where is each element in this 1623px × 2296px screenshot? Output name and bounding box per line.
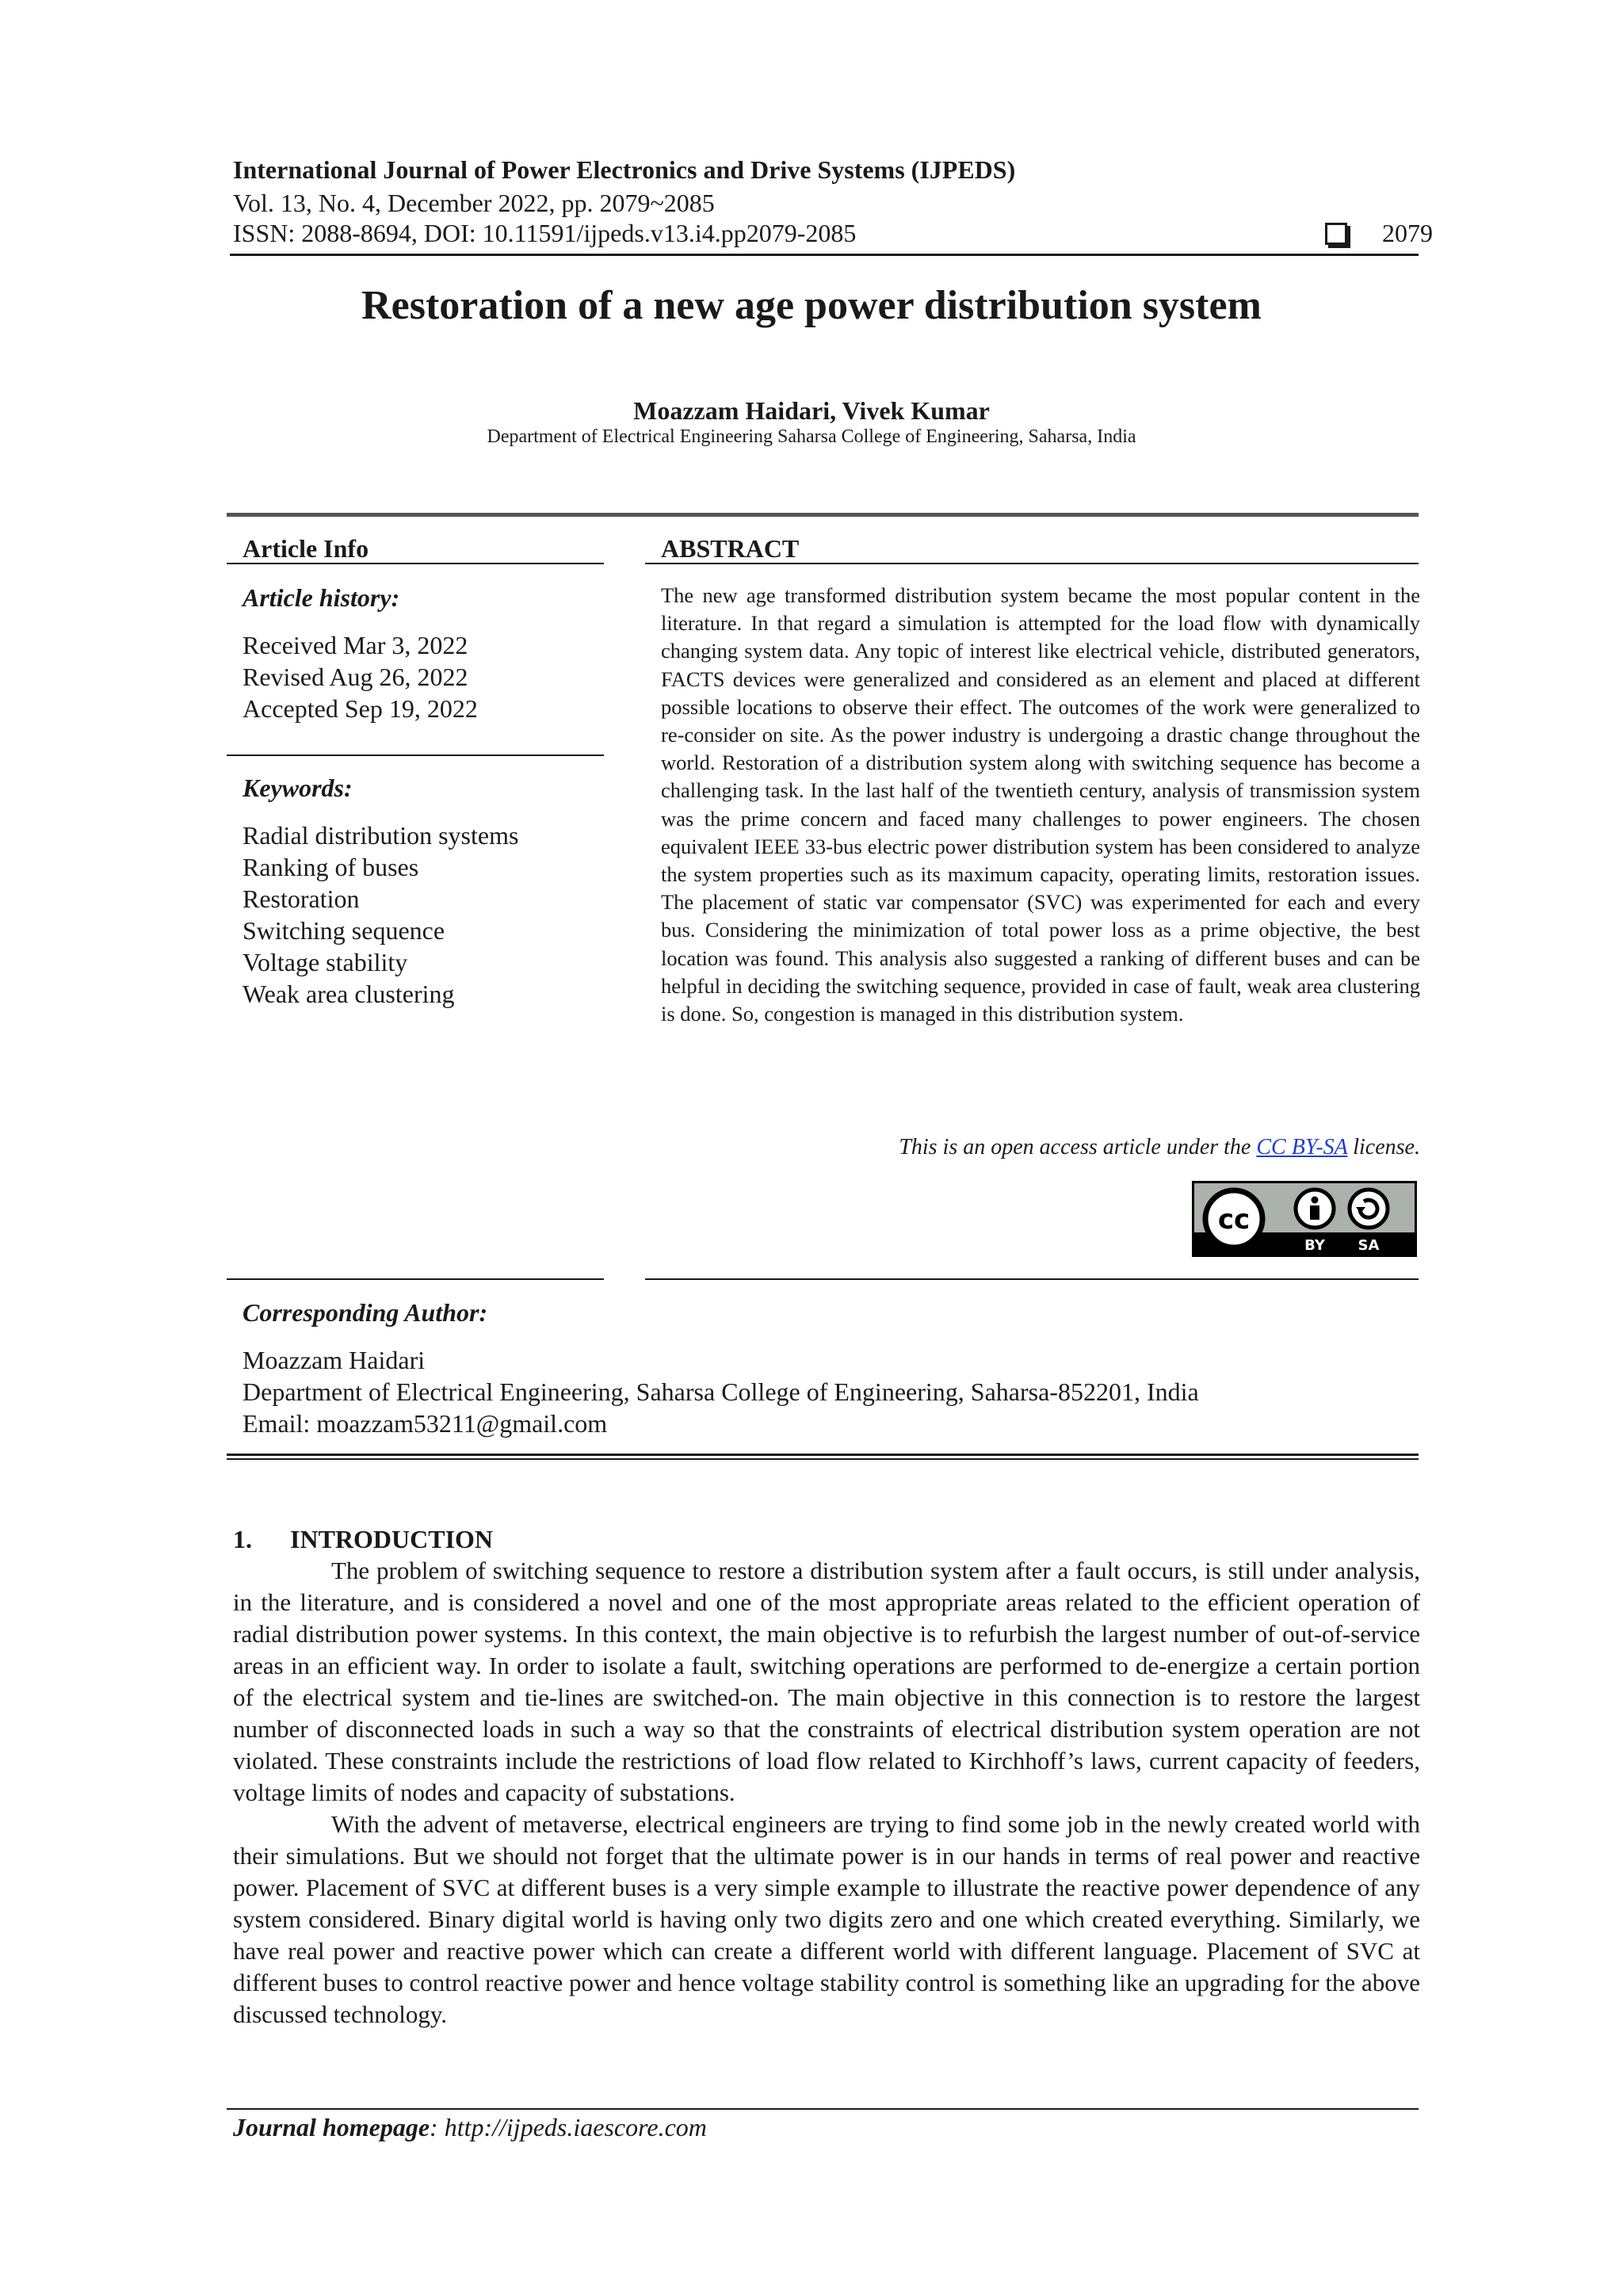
article-info-heading: Article Info <box>242 534 369 563</box>
intro-number: 1. <box>233 1525 252 1553</box>
journal-volume: Vol. 13, No. 4, December 2022, pp. 2079~2085 <box>233 189 715 217</box>
page-number-box <box>1325 219 1433 248</box>
corresponding-name: Moazzam Haidari <box>242 1346 426 1374</box>
article-info-rule <box>227 563 604 564</box>
license-link[interactable]: CC BY-SA <box>1256 1135 1348 1159</box>
keyword-item: Switching sequence <box>242 916 445 945</box>
square-bullet-icon <box>1325 223 1347 245</box>
footer-rule <box>227 2108 1419 2110</box>
affiliation: Department of Electrical Engineering Saharsa College of Engineering, Saharsa, India <box>487 426 1136 447</box>
keyword-item: Restoration <box>242 884 360 913</box>
history-revised: Revised Aug 26, 2022 <box>242 663 468 691</box>
intro-body <box>233 1555 1420 2030</box>
paper-title: Restoration of a new age power distribution system <box>361 283 1262 328</box>
corresponding-email: Email: moazzam53211@gmail.com <box>242 1409 608 1438</box>
abstract-text: The new age transformed distribution system became the most popular content in the literature. In that regard a simulation is attempted for the load flow with dynamically changing system data. Any topic of interest like electrical vehicle, distributed generators, FACTS devices were generalized and considered as an element and placed at different possible locations to observe their effect. The outcomes of the work were generalized to re-consider on site. As the power industry is undergoing a drastic change throughout the world. Restoration of a distribution system along with switching sequence has become a challenging task. In the last half of the twentieth century, analysis of transmission system was the prime concern and faced many challenges to power engineers. The chosen equivalent IEEE 33-bus electric power distribution system has been considered to analyze the system properties such as its maximum capacity, operating limits, restoration issues. The placement of static var compensator (SVC) was experimented for each and every bus. Considering the minimization of total power loss as a prime objective, the best location was found. This analysis also suggested a ranking of different buses and can be helpful in deciding the switching sequence, provided in case of fault, weak area clustering is done. So, congestion is managed in this distribution system. <box>661 583 1420 1026</box>
footer-url[interactable]: : http://ijpeds.iaescore.com <box>430 2113 707 2141</box>
corresponding-dept: Department of Electrical Engineering, Saharsa College of Engineering, Saharsa-852201, India <box>242 1377 1199 1406</box>
intro-paragraph: The problem of switching sequence to restore a distribution system after a fault occurs, is still under analysis, in the literature, and is considered a novel and one of the most appropriate areas related to the efficient operation of radial distribution power systems. In this context, the main objective is to refurbish the largest number of out-of-service areas in an efficient way. In order to isolate a fault, switching operations are performed to de-energize a certain portion of the electrical system and tie-lines are switched-on. The main objective in this connection is to restore the largest number of disconnected loads in such a way so that the constraints of electrical distribution system operation are not violated. These constraints include the restrictions of load flow related to Kirchhoff’s laws, current capacity of feeders, voltage limits of nodes and capacity of substations. <box>233 1557 1420 1806</box>
keyword-item: Voltage stability <box>242 948 408 976</box>
article-info-bottom-rule <box>227 1278 604 1280</box>
keyword-item: Radial distribution systems <box>242 821 519 850</box>
keywords-heading: Keywords: <box>242 774 353 802</box>
license-prefix: This is an open access article under the <box>899 1135 1257 1159</box>
intro-heading: INTRODUCTION <box>290 1525 494 1553</box>
badge-by-label: BY <box>1304 1237 1325 1254</box>
corresponding-rule-1 <box>227 1454 1419 1456</box>
keywords-list <box>242 819 518 1010</box>
footer-label: Journal homepage <box>233 2113 430 2141</box>
cc-by-sa-logo <box>1194 1183 1415 1255</box>
cc-logo-text: cc <box>1217 1204 1251 1236</box>
corresponding-rule-2 <box>227 1458 1419 1460</box>
page-number: 2079 <box>1382 219 1433 247</box>
authors: Moazzam Haidari, Vivek Kumar <box>633 396 990 425</box>
keyword-item: Ranking of buses <box>242 853 419 881</box>
info-top-rule <box>227 513 1419 517</box>
abstract-rule <box>645 563 1419 564</box>
article-history <box>242 629 478 724</box>
intro-paragraph: With the advent of metaverse, electrical engineers are trying to find some job in the newly created world with their simulations. But we should not forget that the ultimate power is in our hands in terms of real power and reactive power. Placement of SVC at different buses is a very simple example to illustrate the reactive power dependence of any system considered. Binary digital world is having only two digits zero and one which created everything. Similarly, we have real power and reactive power which can create a different world with different language. Placement of SVC at different buses to control reactive power and hence voltage stability control is something like an upgrading for the above discussed technology. <box>233 1810 1420 2028</box>
journal-title: International Journal of Power Electronics and Drive Systems (IJPEDS) <box>233 155 1016 184</box>
header-rule <box>230 254 1419 256</box>
license-suffix: license. <box>1347 1135 1420 1159</box>
corresponding-block <box>242 1344 1199 1439</box>
cc-by-sa-badge[interactable] <box>1192 1181 1417 1257</box>
footer <box>233 2113 707 2142</box>
keyword-item: Weak area clustering <box>242 980 455 1008</box>
history-received: Received Mar 3, 2022 <box>242 631 468 659</box>
history-accepted: Accepted Sep 19, 2022 <box>242 694 478 723</box>
license-line <box>899 1135 1420 1160</box>
abstract-body <box>661 582 1420 1028</box>
journal-issn: ISSN: 2088-8694, DOI: 10.11591/ijpeds.v13.i4.pp2079-2085 <box>233 219 857 247</box>
abstract-heading: ABSTRACT <box>661 534 800 563</box>
abstract-bottom-rule <box>645 1278 1419 1280</box>
article-history-heading: Article history: <box>242 583 400 612</box>
corresponding-heading: Corresponding Author: <box>242 1298 488 1327</box>
keywords-rule <box>227 755 604 756</box>
badge-sa-label: SA <box>1358 1237 1380 1254</box>
